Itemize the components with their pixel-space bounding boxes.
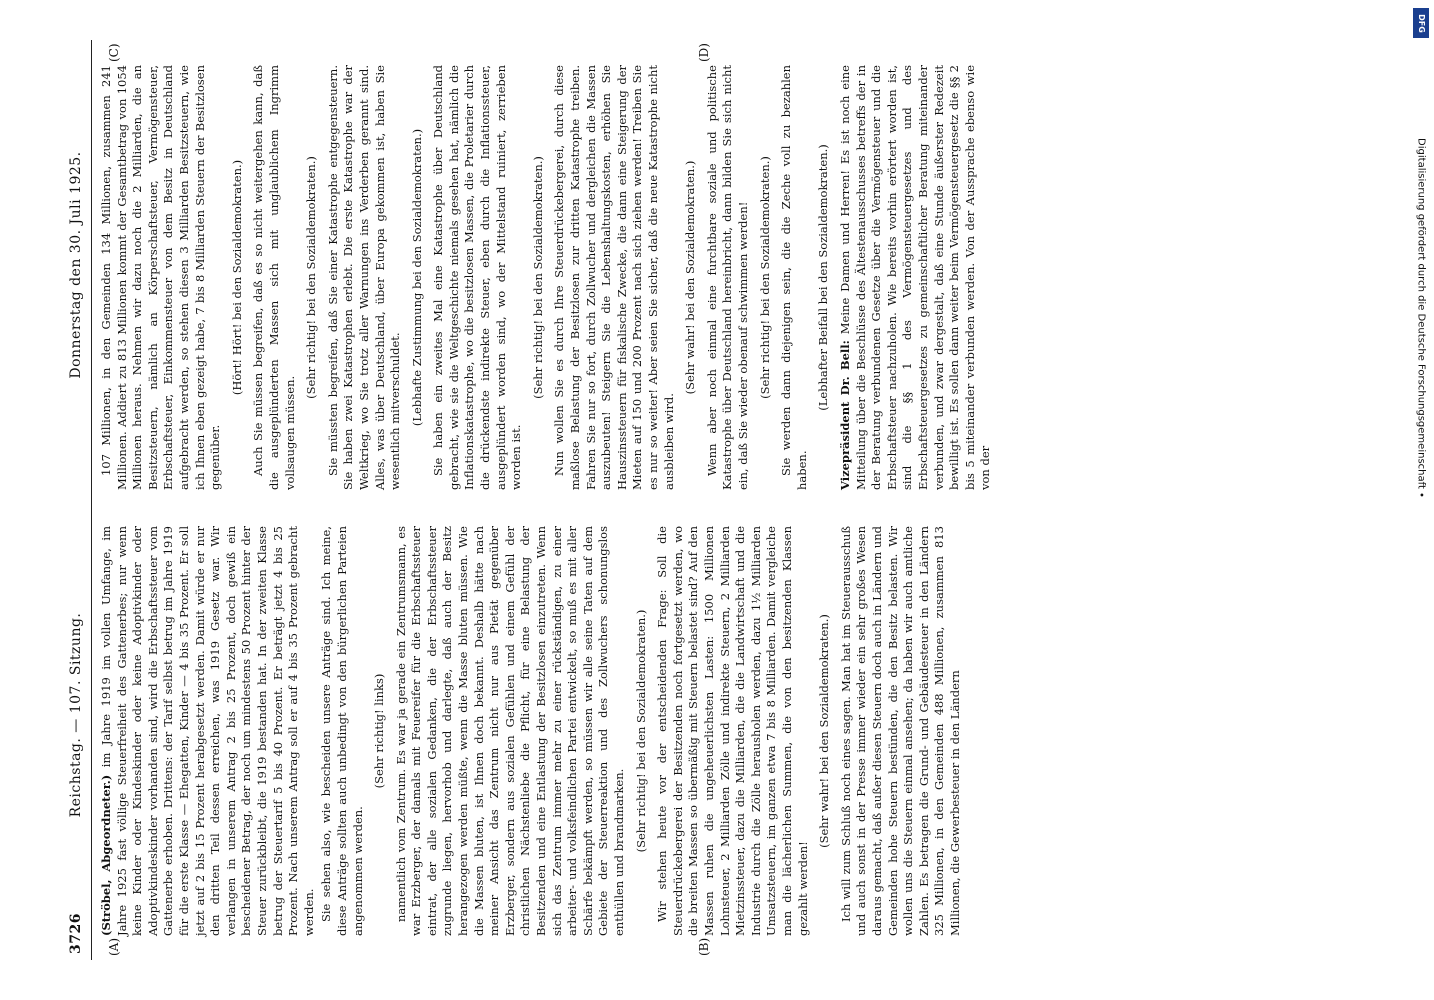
paragraph-text: Nun wollen Sie es durch Ihre Steuerdrückebergerei, durch diese maßlose Belastung der Besitzlosen zur dritten Katastrophe treiben. Fahren Sie nur so fort, durch Zollwucher und dergleichen die Massen auszubeuten! Steigern Sie die Lebenshaltungskosten, erhöhen Sie Hauszinssteuern für fiskalische Zwecke, die dann eine Steigerung der Mieten auf 150 und 200 Prozent nach sich ziehen werden! Treiben Sie es nur so weiter! Aber seien Sie sicher, daß die neue Katastrophe nicht ausbleiben wird. <box>552 65 676 490</box>
paragraph-text: Wenn aber noch einmal eine furchtbare soziale und politische Katastrophe über Deutschland hereinbricht, dann bilden Sie sich nicht ein, daß Sie wieder obenauf schwimmen werden! <box>704 65 750 490</box>
paragraph <box>99 65 224 490</box>
paragraph <box>779 65 810 490</box>
paragraph-text: Wir stehen heute vor der entscheidenden Frage: Soll die Steuerdrückebergerei der Besitzenden noch fortgesetzt werden, wo die breiten Massen so übermäßig mit Steuern belastet sind? Auf den Massen ruhen die ungeheuerlichsten Lasten: 1500 Millionen Lohnsteuer, 2 Milliarden Zölle und indirekte Steuern, 2 Milliarden Mietzinssteuer, dazu die Milliarden, die die Landwirtschaft und die Industrie durch die Zölle herausholen werden, dazu 1½ Milliarden Umsatzsteuern, im ganzen etwa 7 bis 8 Milliarden. Damit vergleiche man die lächerlichen Summen, die von den besitzenden Klassen gezahlt werden! <box>655 526 810 936</box>
paragraph-text: Auch Sie müssen begreifen, daß es so nicht weitergehen kann, daß die ausgeplünderten Massen sich mit unglaublichem Ingrimm vollsaugen müssen. <box>251 65 297 490</box>
paragraph <box>431 65 525 490</box>
speaker-name: Vizepräsident Dr. Bell: <box>837 340 852 490</box>
paragraph <box>99 526 317 936</box>
margin-letter-b: (B) <box>697 937 711 956</box>
interjection: (Sehr richtig! bei den Sozialdemokraten.) <box>757 156 772 399</box>
interjection: (Lebhafter Beifall bei den Sozialdemokraten.) <box>816 144 831 411</box>
funding-note: Digitalisierung gefördert durch die Deutsche Forschungsgemeinschaft • <box>1415 138 1427 498</box>
page-number: 3726 <box>68 913 84 954</box>
speaker-name: (Ströbel, Abgeordneter.) <box>99 774 113 936</box>
interjection: (Sehr richtig! bei den Sozialdemokraten.) <box>530 156 545 399</box>
left-column <box>99 526 1367 936</box>
session-title: Reichstag. — 107. Sitzung. <box>68 612 84 818</box>
margin-letter-d: (D) <box>697 43 711 62</box>
document-page <box>57 40 1377 960</box>
interjection: (Sehr richtig! bei den Sozialdemokraten.) <box>633 609 648 853</box>
paragraph <box>394 526 628 936</box>
dfg-logo: DFG <box>1413 8 1429 38</box>
paragraph <box>838 65 994 490</box>
paragraph-text: namentlich vom Zentrum. Es war ja gerade ein Zentrumsmann, es war Erzberger, der damals mit Feuereifer für die Erbschaftssteuer eintrat, der alle sozialen Gedanken, die der Erbschaftssteuer zugrunde liegen, hervorhob und darlegte, daß auch der Besitz herangezogen werden müßte, wenn die Masse bluten müssen. Wie die Massen bluten, ist Ihnen doch bekannt. Deshalb hätte nach meiner Ansicht das Zentrum nicht nur aus Pietät gegenüber Erzberger, sondern aus sozialen Gefühlen und einem Gefühl der christlichen Nächstenliebe die Pflicht, für eine Belastung der Besitzenden und eine Entlastung der Besitzlosen einzutreten. Wenn sich das Zentrum immer mehr zu einer rückständigen, zu einer arbeiter- und volksfeindlichen Partei entwickelt, so muß es mit aller Schärfe bekämpft werden, so müssen wir alle seine Taten auf dem Gebiete der Steuerreaktion und des Zollwuchers schonungslos enthüllen und brandmarken. <box>393 526 626 936</box>
paragraph <box>655 526 811 936</box>
paragraph <box>319 526 366 936</box>
margin-letter-c: (C) <box>107 43 121 62</box>
paragraph-text: im Jahre 1919 im vollen Umfange, im Jahre 1925 fast völlige Steuerfreiheit des Gattenerbes; nur wenn keine Kinder oder Kindeskinder oder keine Adoptivkinder oder Adoptivkindeskinder vorhanden sind, wird die Erbschaftssteuer vom Gattenerbe erhoben. Drittens: der Tarif selbst betrug im Jahre 1919 für die erste Klasse — Ehegatten, Kinder — 4 bis 35 Prozent. Er soll jetzt auf 2 bis 15 Prozent herabgesetzt werden. Damit würde er nur den dritten Teil dessen erreichen, was 1919 Gesetz war. Wir verlangen in unserem Antrag 2 bis 25 Prozent, doch gewiß ein bescheidener Betrag, der noch um mindestens 50 Prozent hinter der Steuer zurückbleibt, die 1919 bestanden hat. In der zweiten Klasse betrug der Steuertarif 5 bis 40 Prozent. Er beträgt jetzt 4 bis 25 Prozent. Nach unserem Antrag soll er auf 4 bis 35 Prozent gebracht werden. <box>99 526 316 936</box>
paragraph-text: Meine Damen und Herren! Es ist noch eine Mitteilung über die Beschlüsse des Ältestenausschusses betreffs der in der Beratung verbundenen Gesetze über die Vermögensteuer und die Erbschaftsteuer nachzuholen. Wie bereits vorhin erörtert worden ist, sind die §§ 1 des Vermögensteuergesetzes und des Erbschaftsteuergesetzes zu gemeinschaftlicher Beratung miteinander verbunden, und zwar dergestalt, daß eine Stunde äußerster Redezeit bewilligt ist. Es sollen dann weiter beim Vermögensteuergesetz die §§ 2 bis 5 miteinander verbunden werden. Von der Aussprache ebenso wie von der <box>837 65 993 490</box>
paragraph-text: Ich will zum Schluß noch eines sagen. Man hat im Steuerausschuß und auch sonst in der Presse immer wieder ein sehr großes Wesen daraus gemacht, daß außer diesen Steuern doch auch in Ländern und Gemeinden hohe Steuern bestünden, die den Besitz belasten. Wir wollen uns die Steuern einmal ansehen; da haben wir auch amtliche Zahlen. Es betragen die Grund- und Gebäudesteuer in den Ländern 325 Millionen, in den Gemeinden 488 Millionen, zusammen 813 Millionen, die Gewerbesteuer in den Ländern <box>838 526 962 936</box>
interjection: (Sehr richtig! links) <box>372 673 387 789</box>
right-column <box>99 65 1367 490</box>
interjection: (Sehr wahr! bei den Sozialdemokraten.) <box>817 614 832 848</box>
paragraph-text: Sie werden dann diejenigen sein, die die Zeche voll zu bezahlen haben. <box>779 65 809 490</box>
interjection: (Sehr wahr! bei den Sozialdemokraten.) <box>683 160 698 395</box>
paragraph-text: Sie müssten begreifen, daß Sie einer Katastrophe entgegensteuern. Sie haben zwei Katastrophen erlebt. Die erste Katastrophe war der Weltkrieg, wo Sie trotz aller Warnungen ins Verderben gerannt sind. Alles, was über Deutschland, über Europa gekommen ist, haben Sie wesentlich mitverschuldet. <box>325 65 403 490</box>
paragraph <box>839 526 964 936</box>
page-header <box>67 40 92 960</box>
paragraph-text: Sie haben ein zweites Mal eine Katastrophe über Deutschland gebracht, wie sie die Weltgeschichte niemals gesehen hat, nämlich die Inflationskatastrophe, wo die besitzlosen Massen, die Proletarier durch die drückendste indirekte Steuer, eben durch die Inflationssteuer, ausgeplündert worden sind, wo der Mittelstand ruiniert, zerrieben worden ist. <box>431 65 524 490</box>
paragraph <box>552 65 677 490</box>
paragraph <box>705 65 752 490</box>
interjection: (Sehr richtig! bei den Sozialdemokraten.) <box>304 156 319 399</box>
paragraph-text: 107 Millionen, in den Gemeinden 134 Millionen, zusammen 241 Millionen. Addiert zu 813 Millionen kommt der Gesamtbetrag von 1054 Millionen heraus. Nehmen wir dazu noch die 2 Milliarden, die an Besitzsteuern, nämlich an Körperschaftsteuer, Vermögensteuer, Erbschaftsteuer, Einkommensteuer von dem Besitz in Deutschland aufgebracht werden, so stehen diesen 3 Milliarden Besitzsteuern, wie ich Ihnen eben gezeigt habe, 7 bis 8 Milliarden Steuern der Besitzlosen gegenüber. <box>99 65 223 490</box>
paragraph <box>251 65 298 490</box>
session-date: Donnerstag den 30. Juli 1925. <box>68 151 84 379</box>
paragraph <box>326 65 404 490</box>
interjection: (Hört! Hört! bei den Sozialdemokraten.) <box>229 159 244 396</box>
interjection: (Lebhafte Zustimmung bei den Sozialdemokraten.) <box>409 128 424 427</box>
paragraph-text: Sie sehen also, wie bescheiden unsere Anträge sind. Ich meine, diese Anträge sollten auch unbedingt von den bürgerlichen Parteien angenommen werden. <box>319 526 365 936</box>
margin-letter-a: (A) <box>107 937 121 956</box>
